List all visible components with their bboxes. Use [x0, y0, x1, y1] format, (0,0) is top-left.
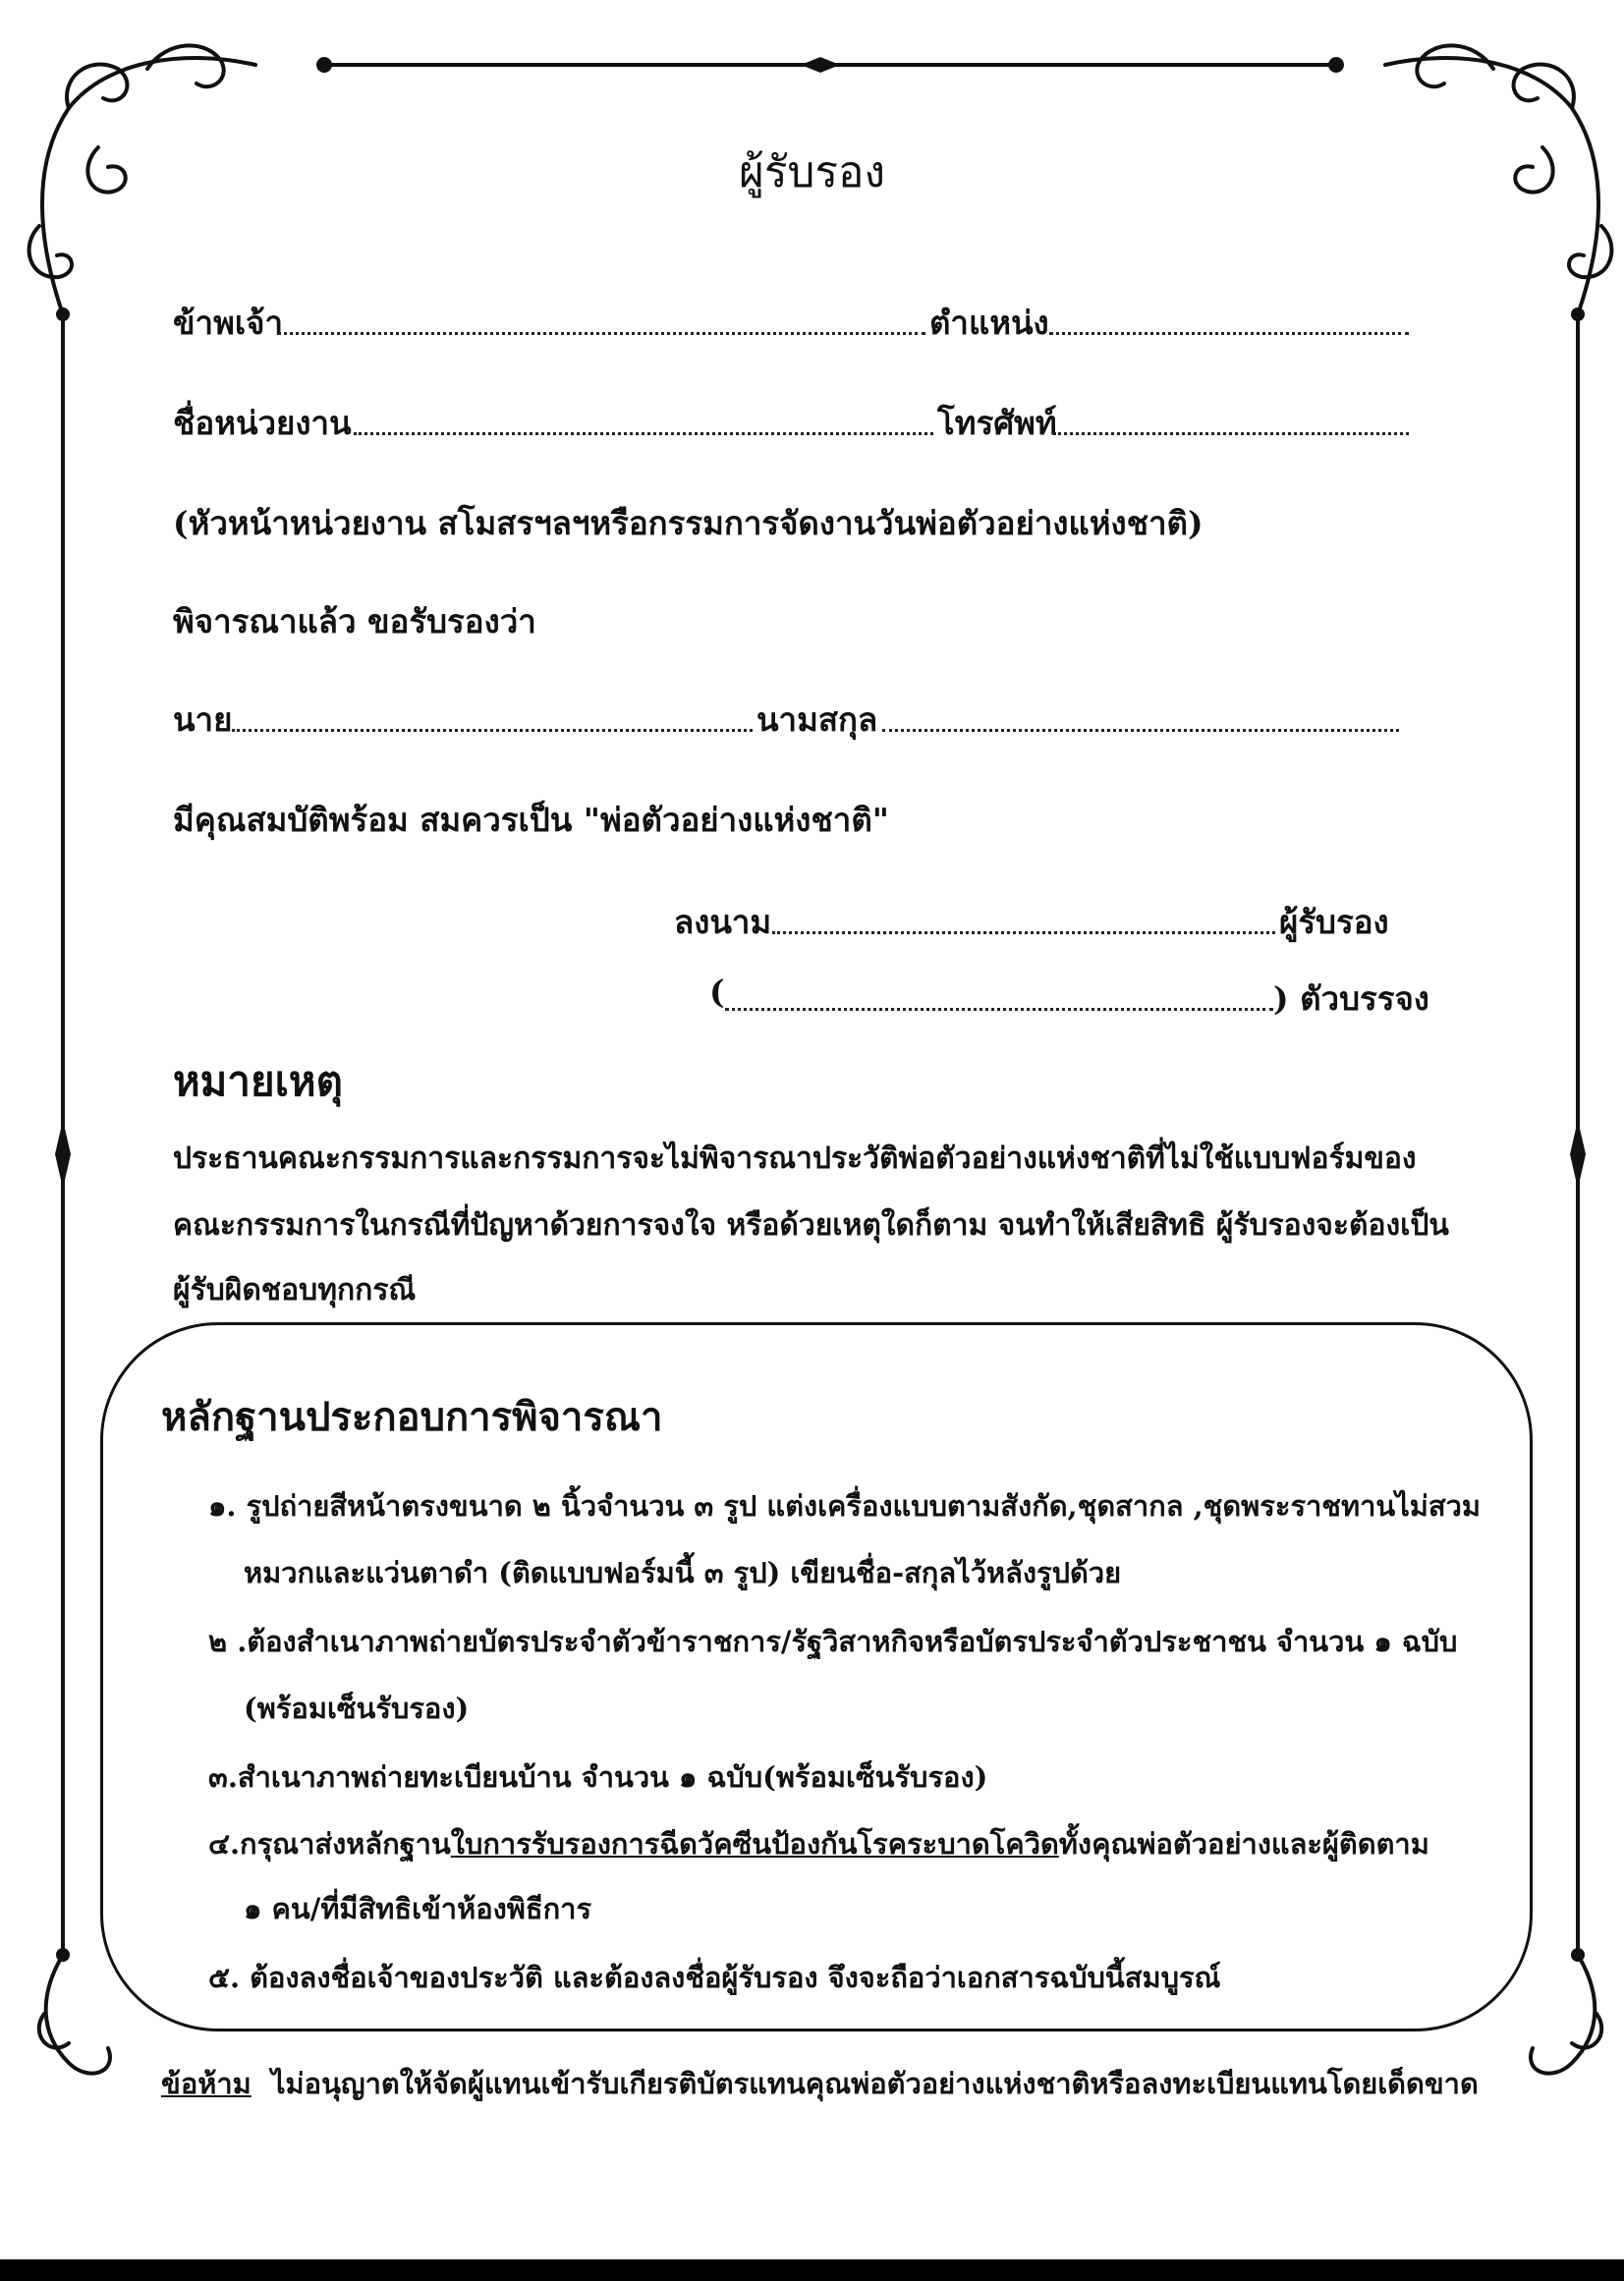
- note-line: ประธานคณะกรรมการและกรรมการจะไม่พิจารณาประวัติพ่อตัวอย่างแห่งชาติที่ไม่ใช้แบบฟอร์มของ: [173, 1141, 1417, 1176]
- note-line: คณะกรรมการในกรณีที่ปัญหาด้วยการจงใจ หรือด้วยเหตุใดก็ตาม จนทำให้เสียสิทธิ ผู้รับรองจะต้องเป็น: [173, 1208, 1449, 1243]
- surname-field[interactable]: [882, 729, 1399, 732]
- evidence-item-4: ๔.กรุณาส่งหลักฐานใบการรับรองการฉีดวัคซีนป้องกันโรคระบาดโควิดทั้งคุณพ่อตัวอย่างและผู้ติดตาม: [208, 1827, 1429, 1861]
- agency-field[interactable]: [354, 432, 933, 435]
- evidence-item-3: ๓.สำเนาภาพถ่ายทะเบียนบ้าน จำนวน ๑ ฉบับ(พร้อมเซ็นรับรอง): [208, 1760, 988, 1794]
- name-label: ข้าพเจ้า: [173, 304, 283, 342]
- vaccine-cert-underline: ใบการรับรองการฉีดวัคซีนป้องกันโรคระบาดโควิด: [450, 1827, 1059, 1861]
- role-note: (หัวหน้าหน่วยงาน สโมสรฯลฯหรือกรรมการจัดงานวันพ่อตัวอย่างแห่งชาติ): [173, 504, 1204, 542]
- position-label: ตำแหน่ง: [929, 304, 1049, 342]
- evidence-item-2-cont: (พร้อมเซ็นรับรอง): [244, 1692, 470, 1725]
- phone-field[interactable]: [1053, 432, 1409, 435]
- certify-text: พิจารณาแล้ว ขอรับรองว่า: [173, 602, 536, 640]
- surname-label: นามสกุล: [756, 700, 878, 739]
- phone-label: โทรศัพท์: [937, 404, 1057, 442]
- paren-open: (: [709, 973, 725, 1011]
- note-line: ผู้รับผิดชอบทุกกรณี: [173, 1273, 417, 1307]
- scan-edge: [0, 2259, 1624, 2281]
- printed-name-label: ) ตัวบรรจง: [1273, 979, 1429, 1018]
- signature-field[interactable]: [772, 931, 1275, 934]
- agency-label: ชื่อหน่วยงาน: [173, 404, 352, 442]
- evidence-item-5: ๕. ต้องลงชื่อเจ้าของประวัติ และต้องลงชื่อผู้รับรอง จึงจะถือว่าเอกสารฉบับนี้สมบูรณ์: [208, 1961, 1221, 1994]
- evidence-heading: หลักฐานประกอบการพิจารณา: [161, 1394, 663, 1440]
- evidence-item-1-cont: หมวกและแว่นตาดำ (ติดแบบฟอร์มนี้ ๓ รูป) เขียนชื่อ-สกุลไว้หลังรูปด้วย: [244, 1556, 1122, 1589]
- sign-label: ลงนาม: [674, 903, 772, 941]
- qualification-text: มีคุณสมบัติพร้อม สมควรเป็น "พ่อตัวอย่างแห่งชาติ": [173, 801, 889, 839]
- position-field[interactable]: [1049, 332, 1409, 335]
- page-title: ผู้รับรอง: [739, 147, 885, 197]
- prohibition-line: [161, 2061, 1479, 2106]
- evidence-item-4-cont: ๑ คน/ที่มีสิทธิเข้าห้องพิธีการ: [244, 1892, 592, 1925]
- certifier-label: ผู้รับรอง: [1279, 903, 1389, 941]
- prohibition-text: ไม่อนุญาตให้จัดผู้แทนเข้ารับเกียรติบัตรแทนคุณพ่อตัวอย่างแห่งชาติหรือลงทะเบียนแทนโดยเด็ดขาด: [270, 2067, 1479, 2100]
- firstname-field[interactable]: [232, 729, 753, 732]
- note-heading: หมายเหตุ: [173, 1057, 343, 1105]
- mr-label: นาย: [173, 700, 233, 739]
- evidence-item-1: ๑. รูปถ่ายสีหน้าตรงขนาด ๒ นิ้วจำนวน ๓ รูป แต่งเครื่องแบบตามสังกัด,ชุดสากล ,ชุดพระราชทานไม่สวม: [208, 1489, 1482, 1523]
- evidence-item-2: ๒ .ต้องสำเนาภาพถ่ายบัตรประจำตัวข้าราชการ/รัฐวิสาหกิจหรือบัตรประจำตัวประชาชน จำนวน ๑ ฉบับ: [208, 1625, 1458, 1658]
- name-field[interactable]: [277, 332, 925, 335]
- prohibition-label: ข้อห้าม: [161, 2067, 252, 2100]
- printed-name-field[interactable]: [725, 1008, 1273, 1011]
